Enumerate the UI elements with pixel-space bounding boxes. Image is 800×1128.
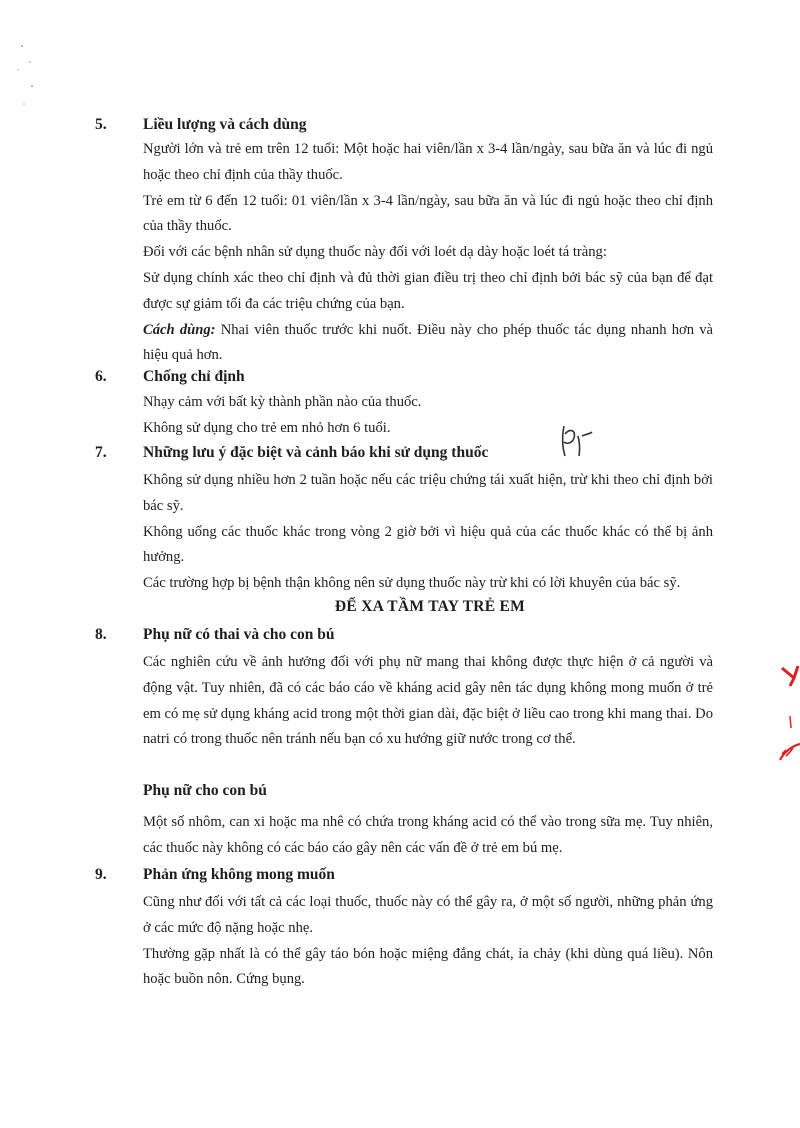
section-5-paragraph-3: Đối với các bệnh nhân sử dụng thuốc này đối với loét dạ dày hoặc loét tá tràng: [143, 244, 607, 261]
red-stamp-edge [760, 656, 800, 776]
section-8-paragraph-1: Các nghiên cứu về ảnh hưởng đối với phụ nữ mang thai không được thực hiện ở cả người và động vật. Tuy nhiên, đã có các báo cáo về kháng acid gây nên tác dụng không mong muốn ở trẻ em có mẹ sử dụng kháng acid trong một thời gian dài, đặc biệt ở liều cao trong khi mang thai. Do natri có trong thuốc nên tránh nếu bạn có xu hướng giữ nước trong cơ thể. [143, 654, 713, 748]
section-6-number: 6. [95, 368, 107, 385]
section-7-title: Những lưu ý đặc biệt và cảnh báo khi sử dụng thuốc [143, 444, 489, 461]
usage-label: Cách dùng: [143, 321, 216, 338]
section-6-heading [95, 368, 245, 386]
section-9-paragraph-1: Cũng như đối với tất cả các loại thuốc, thuốc này có thể gây ra, ở một số người, những phản ứng ở các mức độ nặng hoặc nhẹ. [143, 894, 713, 936]
section-7-paragraph-3: Các trường hợp bị bệnh thận không nên sử dụng thuốc này trừ khi có lời khuyên của bác sỹ. [143, 575, 681, 592]
section-7-number: 7. [95, 444, 107, 461]
section-7-body [143, 468, 713, 597]
section-5-paragraph-2: Trẻ em từ 6 đến 12 tuổi: 01 viên/lần x 3-4 lần/ngày, sau bữa ăn và lúc đi ngủ hoặc theo chỉ định của thầy thuốc. [143, 192, 713, 235]
section-5-body [143, 137, 713, 369]
section-7-paragraph-2: Không uống các thuốc khác trong vòng 2 giờ bởi vì hiệu quả của các thuốc khác có thể bị ảnh hưởng. [143, 523, 713, 566]
section-5-paragraph-1: Người lớn và trẻ em trên 12 tuổi: Một hoặc hai viên/lần x 3-4 lần/ngày, sau bữa ăn và lúc đi ngủ hoặc theo chỉ định của thầy thuốc. [143, 141, 713, 183]
section-6-paragraph-1: Nhạy cảm với bất kỳ thành phần nào của thuốc. [143, 394, 422, 410]
keep-away-warning: ĐỂ XA TẦM TAY TRẺ EM [334, 598, 526, 615]
section-9-heading [95, 866, 335, 884]
scan-specks [0, 0, 60, 120]
section-8-number: 8. [95, 626, 107, 643]
section-5-heading [95, 116, 306, 134]
breastfeeding-subheading: Phụ nữ cho con bú [143, 782, 267, 799]
section-9-number: 9. [95, 866, 107, 883]
section-5-paragraph-5 [143, 318, 713, 370]
section-7-heading [95, 444, 488, 462]
section-5-paragraph-4: Sử dụng chính xác theo chỉ định và đủ thời gian điều trị theo chỉ định bởi bác sỹ của bạn để đạt được sự giảm tối đa các triệu chứng của bạn. [143, 269, 713, 312]
section-7-paragraph-1: Không sử dụng nhiều hơn 2 tuần hoặc nếu các triệu chứng tái xuất hiện, trừ khi theo chỉ định bởi bác sỹ. [143, 472, 713, 514]
section-5-title: Liều lượng và cách dùng [143, 116, 307, 133]
section-8-body [143, 650, 713, 753]
section-8-paragraph-2: Một số nhôm, can xi hoặc ma nhê có chứa trong kháng acid có thể vào trong sữa mẹ. Tuy nhiên, các thuốc này không có các báo cáo gây nên các vấn đề ở trẻ em bú mẹ. [143, 814, 713, 856]
section-8-title: Phụ nữ có thai và cho con bú [143, 626, 335, 643]
usage-text: Nhai viên thuốc trước khi nuốt. Điều này cho phép thuốc tác dụng nhanh hơn và hiệu quả hơn. [143, 321, 713, 364]
section-5-number: 5. [95, 116, 107, 133]
section-9-paragraph-2: Thường gặp nhất là có thể gây táo bón hoặc miệng đắng chát, ỉa chảy (khi dùng quá liều). Nôn hoặc buồn nôn. Cứng bụng. [143, 945, 713, 988]
section-9-body [143, 890, 713, 993]
handwritten-initial-mark [556, 422, 596, 462]
section-6-title: Chống chỉ định [143, 368, 245, 385]
section-8-heading [95, 626, 334, 644]
section-6-paragraph-2: Không sử dụng cho trẻ em nhỏ hơn 6 tuổi. [143, 419, 391, 436]
section-6-body [143, 390, 713, 442]
section-9-title: Phản ứng không mong muốn [143, 866, 335, 883]
section-8-body-2 [143, 810, 713, 862]
